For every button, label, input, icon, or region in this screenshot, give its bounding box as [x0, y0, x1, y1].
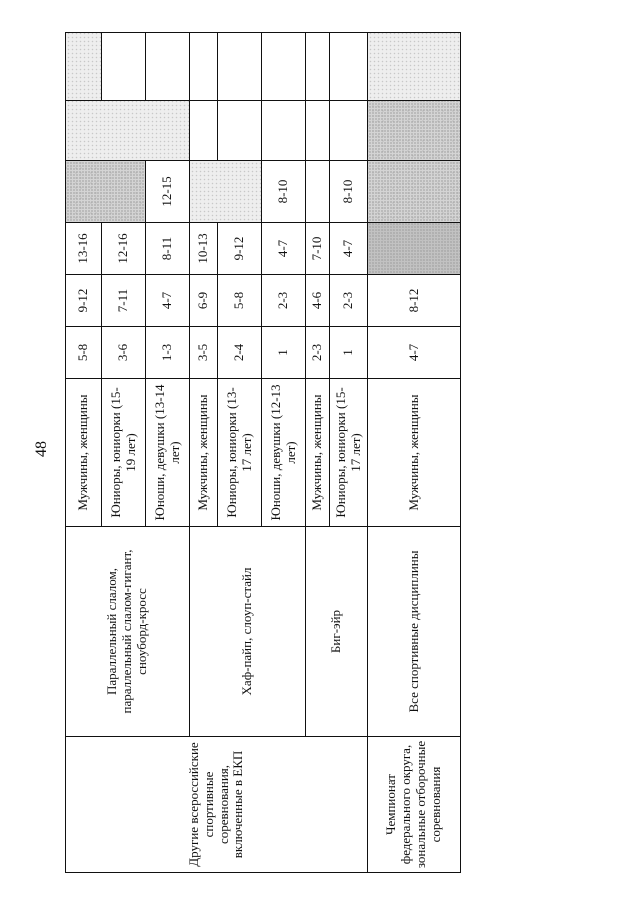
- place-cell: 8-10: [330, 161, 368, 223]
- competition-cell: Другие всероссийские спортивные соревнования, включенные в ЕКП: [66, 737, 368, 873]
- place-cell: 7-10: [306, 223, 330, 275]
- sports-ranking-table: [65, 32, 461, 873]
- place-cell: 5-8: [66, 327, 102, 379]
- place-cell: [330, 101, 368, 161]
- place-cell: 1: [330, 327, 368, 379]
- table-row: [66, 33, 102, 873]
- place-cell: [146, 33, 190, 101]
- place-cell: 13-16: [66, 223, 102, 275]
- group-cell: Мужчины, женщины: [66, 379, 102, 527]
- place-cell: [262, 101, 306, 161]
- competition-cell: Чемпионат федерального округа, зональные отборочные соревнования: [368, 737, 461, 873]
- group-cell: Мужчины, женщины: [306, 379, 330, 527]
- shaded-cell: [368, 101, 461, 161]
- shaded-cell: [190, 161, 262, 223]
- place-cell: 12-16: [102, 223, 146, 275]
- place-cell: 2-4: [218, 327, 262, 379]
- place-cell: 3-6: [102, 327, 146, 379]
- place-cell: 6-9: [190, 275, 218, 327]
- group-cell: Юноши, девушки (13-14 лет): [146, 379, 190, 527]
- group-cell: Мужчины, женщины: [190, 379, 218, 527]
- group-cell: Мужчины, женщины: [368, 379, 461, 527]
- shaded-cell: [368, 223, 461, 275]
- group-cell: Юноши, девушки (12-13 лет): [262, 379, 306, 527]
- place-cell: 4-7: [330, 223, 368, 275]
- place-cell: 2-3: [306, 327, 330, 379]
- place-cell: 5-8: [218, 275, 262, 327]
- place-cell: 8-11: [146, 223, 190, 275]
- place-cell: 8-12: [368, 275, 461, 327]
- place-cell: 3-5: [190, 327, 218, 379]
- place-cell: [190, 33, 218, 101]
- discipline-cell: Биг-эйр: [306, 527, 368, 737]
- shaded-cell: [66, 161, 146, 223]
- place-cell: 8-10: [262, 161, 306, 223]
- place-cell: 9-12: [66, 275, 102, 327]
- place-cell: [262, 33, 306, 101]
- place-cell: 4-7: [368, 327, 461, 379]
- place-cell: 7-11: [102, 275, 146, 327]
- place-cell: [218, 101, 262, 161]
- shaded-cell: [66, 101, 190, 161]
- place-cell: 2-3: [330, 275, 368, 327]
- place-cell: [330, 33, 368, 101]
- shaded-cell: [66, 33, 102, 101]
- discipline-cell: Параллельный слалом, параллельный слалом-гигант, сноуборд-кросс: [66, 527, 190, 737]
- shaded-cell: [368, 161, 461, 223]
- place-cell: 12-15: [146, 161, 190, 223]
- place-cell: [218, 33, 262, 101]
- shaded-cell: [368, 33, 461, 101]
- place-cell: 4-7: [262, 223, 306, 275]
- place-cell: [306, 33, 330, 101]
- place-cell: [190, 101, 218, 161]
- place-cell: 10-13: [190, 223, 218, 275]
- place-cell: 4-7: [146, 275, 190, 327]
- page-number: 48: [33, 441, 50, 457]
- place-cell: 2-3: [262, 275, 306, 327]
- group-cell: Юниоры, юниорки (15-19 лет): [102, 379, 146, 527]
- place-cell: [102, 33, 146, 101]
- place-cell: [306, 101, 330, 161]
- rotated-table-area: [65, 33, 443, 873]
- place-cell: 9-12: [218, 223, 262, 275]
- place-cell: 1-3: [146, 327, 190, 379]
- group-cell: Юниоры, юниорки (13-17 лет): [218, 379, 262, 527]
- discipline-cell: Все спортивные дисциплины: [368, 527, 461, 737]
- discipline-cell: Хаф-пайп, слоуп-стайл: [190, 527, 306, 737]
- table-row: [368, 33, 461, 873]
- place-cell: 1: [262, 327, 306, 379]
- group-cell: Юниоры, юниорки (15-17 лет): [330, 379, 368, 527]
- place-cell: [306, 161, 330, 223]
- place-cell: 4-6: [306, 275, 330, 327]
- sports-ranking-table-container: [65, 33, 443, 873]
